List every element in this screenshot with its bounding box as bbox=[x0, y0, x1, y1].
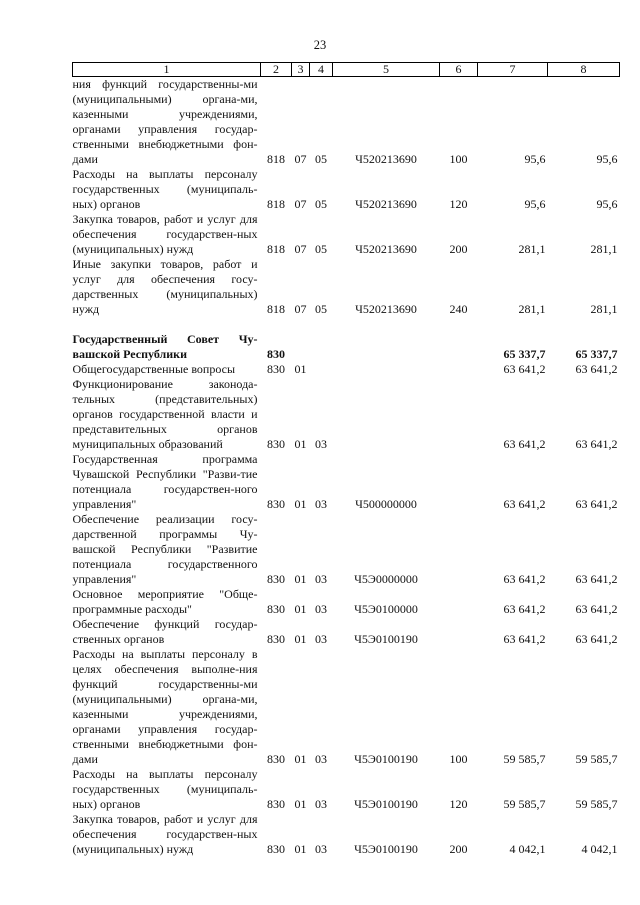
row-ministry-code: 830 bbox=[267, 347, 285, 361]
row-name: Иные закупки товаров, работ и услуг для обеспечения госу-дарственных (муниципальных) нужд bbox=[72, 257, 258, 316]
row-sum-2: 281,1 bbox=[590, 242, 618, 256]
row-sum-1: 59 585,7 bbox=[503, 797, 546, 811]
row-target-article: Ч5Э0100190 bbox=[354, 752, 418, 766]
row-sum-1: 4 042,1 bbox=[509, 842, 546, 856]
table-row bbox=[73, 512, 620, 587]
row-name: Закупка товаров, работ и услуг для обеспечения государствен-ных (муниципальных) нужд bbox=[72, 212, 258, 256]
table-row bbox=[73, 77, 620, 168]
table-body bbox=[73, 77, 620, 858]
row-target-article bbox=[333, 377, 440, 452]
row-name: Закупка товаров, работ и услуг для обеспечения государствен-ных (муниципальных) нужд bbox=[72, 812, 258, 856]
row-section-code: 01 bbox=[294, 362, 307, 376]
header-cell-subsection: 4 bbox=[310, 63, 333, 77]
row-target-article: Ч520213690 bbox=[355, 152, 417, 166]
row-expense-type: 120 bbox=[449, 797, 468, 811]
row-section-code: 07 bbox=[294, 242, 307, 256]
row-name: Государственный Совет Чу-вашской Республики bbox=[72, 332, 258, 361]
table-row bbox=[73, 332, 620, 362]
row-ministry-code: 830 bbox=[267, 797, 285, 811]
row-ministry-code: 818 bbox=[267, 302, 285, 316]
row-target-article: Ч5Э0100190 bbox=[354, 632, 418, 646]
row-expense-type: 200 bbox=[449, 842, 468, 856]
row-subsection-code: 03 bbox=[315, 497, 327, 511]
row-sum-1: 281,1 bbox=[518, 242, 546, 256]
row-name: Основное мероприятие "Обще-программные расходы" bbox=[72, 587, 258, 616]
row-target-article: Ч520213690 bbox=[355, 197, 417, 211]
row-sum-1: 63 641,2 bbox=[503, 632, 546, 646]
row-subsection-code: 03 bbox=[315, 437, 327, 451]
row-ministry-code: 830 bbox=[267, 572, 285, 586]
row-section-code: 01 bbox=[294, 572, 307, 586]
table-row bbox=[73, 377, 620, 452]
spacer-row bbox=[73, 317, 620, 332]
header-cell-target-article: 5 bbox=[333, 63, 440, 77]
row-ministry-code: 830 bbox=[267, 632, 285, 646]
row-name: ния функций государственны-ми (муниципальными) органа-ми, казенными учреждениями, органами управления государ-ственными внебюджетными фон-дами bbox=[72, 77, 258, 166]
page-number: 23 bbox=[313, 38, 327, 52]
row-subsection-code: 03 bbox=[315, 797, 327, 811]
row-subsection-code: 05 bbox=[315, 197, 327, 211]
row-sum-2: 59 585,7 bbox=[575, 752, 618, 766]
row-target-article: Ч5Э0100190 bbox=[354, 842, 418, 856]
row-sum-2: 63 641,2 bbox=[575, 437, 618, 451]
row-sum-1: 95,6 bbox=[524, 197, 546, 211]
table-row bbox=[73, 212, 620, 257]
row-sum-1: 281,1 bbox=[518, 302, 546, 316]
row-subsection-code: 05 bbox=[315, 302, 327, 316]
row-name: Государственная программа Чувашской Республики "Разви-тие потенциала государствен-ного управления" bbox=[72, 452, 258, 511]
row-section-code: 07 bbox=[294, 302, 307, 316]
table-row bbox=[73, 452, 620, 512]
row-subsection-code: 05 bbox=[315, 242, 327, 256]
row-sum-1: 95,6 bbox=[524, 152, 546, 166]
row-section-code: 07 bbox=[294, 197, 307, 211]
row-target-article: Ч520213690 bbox=[355, 242, 417, 256]
header-cell-expense-type: 6 bbox=[440, 63, 478, 77]
row-expense-type bbox=[440, 617, 478, 647]
row-expense-type: 240 bbox=[449, 302, 468, 316]
row-expense-type: 100 bbox=[449, 752, 468, 766]
row-sum-1: 63 641,2 bbox=[503, 572, 546, 586]
header-cell-name: 1 bbox=[73, 63, 261, 77]
row-expense-type bbox=[440, 362, 478, 377]
row-sum-2: 59 585,7 bbox=[575, 797, 618, 811]
row-target-article: Ч5Э0100000 bbox=[354, 602, 418, 616]
row-sum-1: 65 337,7 bbox=[503, 347, 546, 361]
row-target-article bbox=[333, 362, 440, 377]
row-sum-1: 63 641,2 bbox=[503, 362, 546, 376]
header-cell-section: 3 bbox=[292, 63, 310, 77]
row-expense-type: 120 bbox=[449, 197, 468, 211]
header-cell-sum-1: 7 bbox=[478, 63, 548, 77]
row-name: Расходы на выплаты персоналу в целях обеспечения выполне-ния функций государственны-ми (муниципальными) органа-ми, казенными учреждениями, органами управления государ-ственными внебюджетными фон-дами bbox=[72, 647, 258, 766]
table-row bbox=[73, 617, 620, 647]
row-sum-2: 63 641,2 bbox=[575, 602, 618, 616]
table-row bbox=[73, 587, 620, 617]
row-sum-1: 63 641,2 bbox=[503, 437, 546, 451]
table-row bbox=[73, 362, 620, 377]
row-section-code: 01 bbox=[294, 437, 307, 451]
row-sum-2: 65 337,7 bbox=[575, 347, 618, 361]
row-section-code: 01 bbox=[294, 602, 307, 616]
row-subsection-code: 03 bbox=[315, 572, 327, 586]
row-sum-2: 281,1 bbox=[590, 302, 618, 316]
row-section-code: 01 bbox=[294, 842, 307, 856]
row-section-code bbox=[292, 332, 310, 362]
row-ministry-code: 830 bbox=[267, 602, 285, 616]
row-sum-2: 4 042,1 bbox=[581, 842, 618, 856]
row-expense-type bbox=[440, 512, 478, 587]
row-subsection-code bbox=[310, 362, 333, 377]
table-row bbox=[73, 767, 620, 812]
row-section-code: 07 bbox=[294, 152, 307, 166]
row-subsection-code: 05 bbox=[315, 152, 327, 166]
row-sum-2: 63 641,2 bbox=[575, 362, 618, 376]
row-target-article: Ч5Э0100190 bbox=[354, 797, 418, 811]
row-ministry-code: 830 bbox=[267, 752, 285, 766]
row-target-article bbox=[333, 332, 440, 362]
row-name: Расходы на выплаты персоналу государственных (муниципаль-ных) органов bbox=[72, 767, 258, 811]
header-cell-ministry: 2 bbox=[261, 63, 292, 77]
row-sum-2: 95,6 bbox=[596, 197, 618, 211]
row-subsection-code: 03 bbox=[315, 602, 327, 616]
row-sum-2: 63 641,2 bbox=[575, 632, 618, 646]
row-section-code: 01 bbox=[294, 497, 307, 511]
row-subsection-code bbox=[310, 332, 333, 362]
table-row bbox=[73, 647, 620, 767]
row-sum-2: 95,6 bbox=[596, 152, 618, 166]
budget-table bbox=[72, 62, 620, 857]
row-target-article: Ч520213690 bbox=[355, 302, 417, 316]
row-subsection-code: 03 bbox=[315, 842, 327, 856]
row-subsection-code: 03 bbox=[315, 632, 327, 646]
row-sum-2: 63 641,2 bbox=[575, 572, 618, 586]
row-section-code: 01 bbox=[294, 752, 307, 766]
row-name: Обеспечение функций государ-ственных органов bbox=[72, 617, 258, 646]
row-name: Расходы на выплаты персоналу государственных (муниципаль-ных) органов bbox=[72, 167, 258, 211]
spacer-cell bbox=[73, 317, 620, 332]
row-sum-1: 59 585,7 bbox=[503, 752, 546, 766]
row-subsection-code: 03 bbox=[315, 752, 327, 766]
row-expense-type: 200 bbox=[449, 242, 468, 256]
table-row bbox=[73, 812, 620, 857]
row-expense-type bbox=[440, 377, 478, 452]
row-name: Функционирование законода-тельных (представительных) органов государственной власти и представительных органов муниципальных образований bbox=[72, 377, 258, 451]
row-ministry-code: 818 bbox=[267, 197, 285, 211]
row-target-article: Ч500000000 bbox=[355, 497, 417, 511]
row-expense-type: 100 bbox=[449, 152, 468, 166]
table-header-row bbox=[73, 63, 620, 77]
row-ministry-code: 830 bbox=[267, 842, 285, 856]
row-sum-1: 63 641,2 bbox=[503, 602, 546, 616]
row-ministry-code: 818 bbox=[267, 152, 285, 166]
row-expense-type bbox=[440, 587, 478, 617]
row-name: Общегосударственные вопросы bbox=[72, 362, 236, 376]
row-target-article: Ч5Э0000000 bbox=[354, 572, 418, 586]
row-ministry-code: 818 bbox=[267, 242, 285, 256]
row-ministry-code: 830 bbox=[267, 437, 285, 451]
row-sum-2: 63 641,2 bbox=[575, 497, 618, 511]
row-expense-type bbox=[440, 452, 478, 512]
table-row bbox=[73, 257, 620, 317]
header-cell-sum-2: 8 bbox=[548, 63, 620, 77]
row-expense-type bbox=[440, 332, 478, 362]
row-sum-1: 63 641,2 bbox=[503, 497, 546, 511]
row-section-code: 01 bbox=[294, 632, 307, 646]
row-name: Обеспечение реализации госу-дарственной программы Чу-вашской Республики "Развитие потенциала государственного управления" bbox=[72, 512, 258, 586]
row-section-code: 01 bbox=[294, 797, 307, 811]
row-ministry-code: 830 bbox=[267, 362, 285, 376]
table-row bbox=[73, 167, 620, 212]
row-ministry-code: 830 bbox=[267, 497, 285, 511]
